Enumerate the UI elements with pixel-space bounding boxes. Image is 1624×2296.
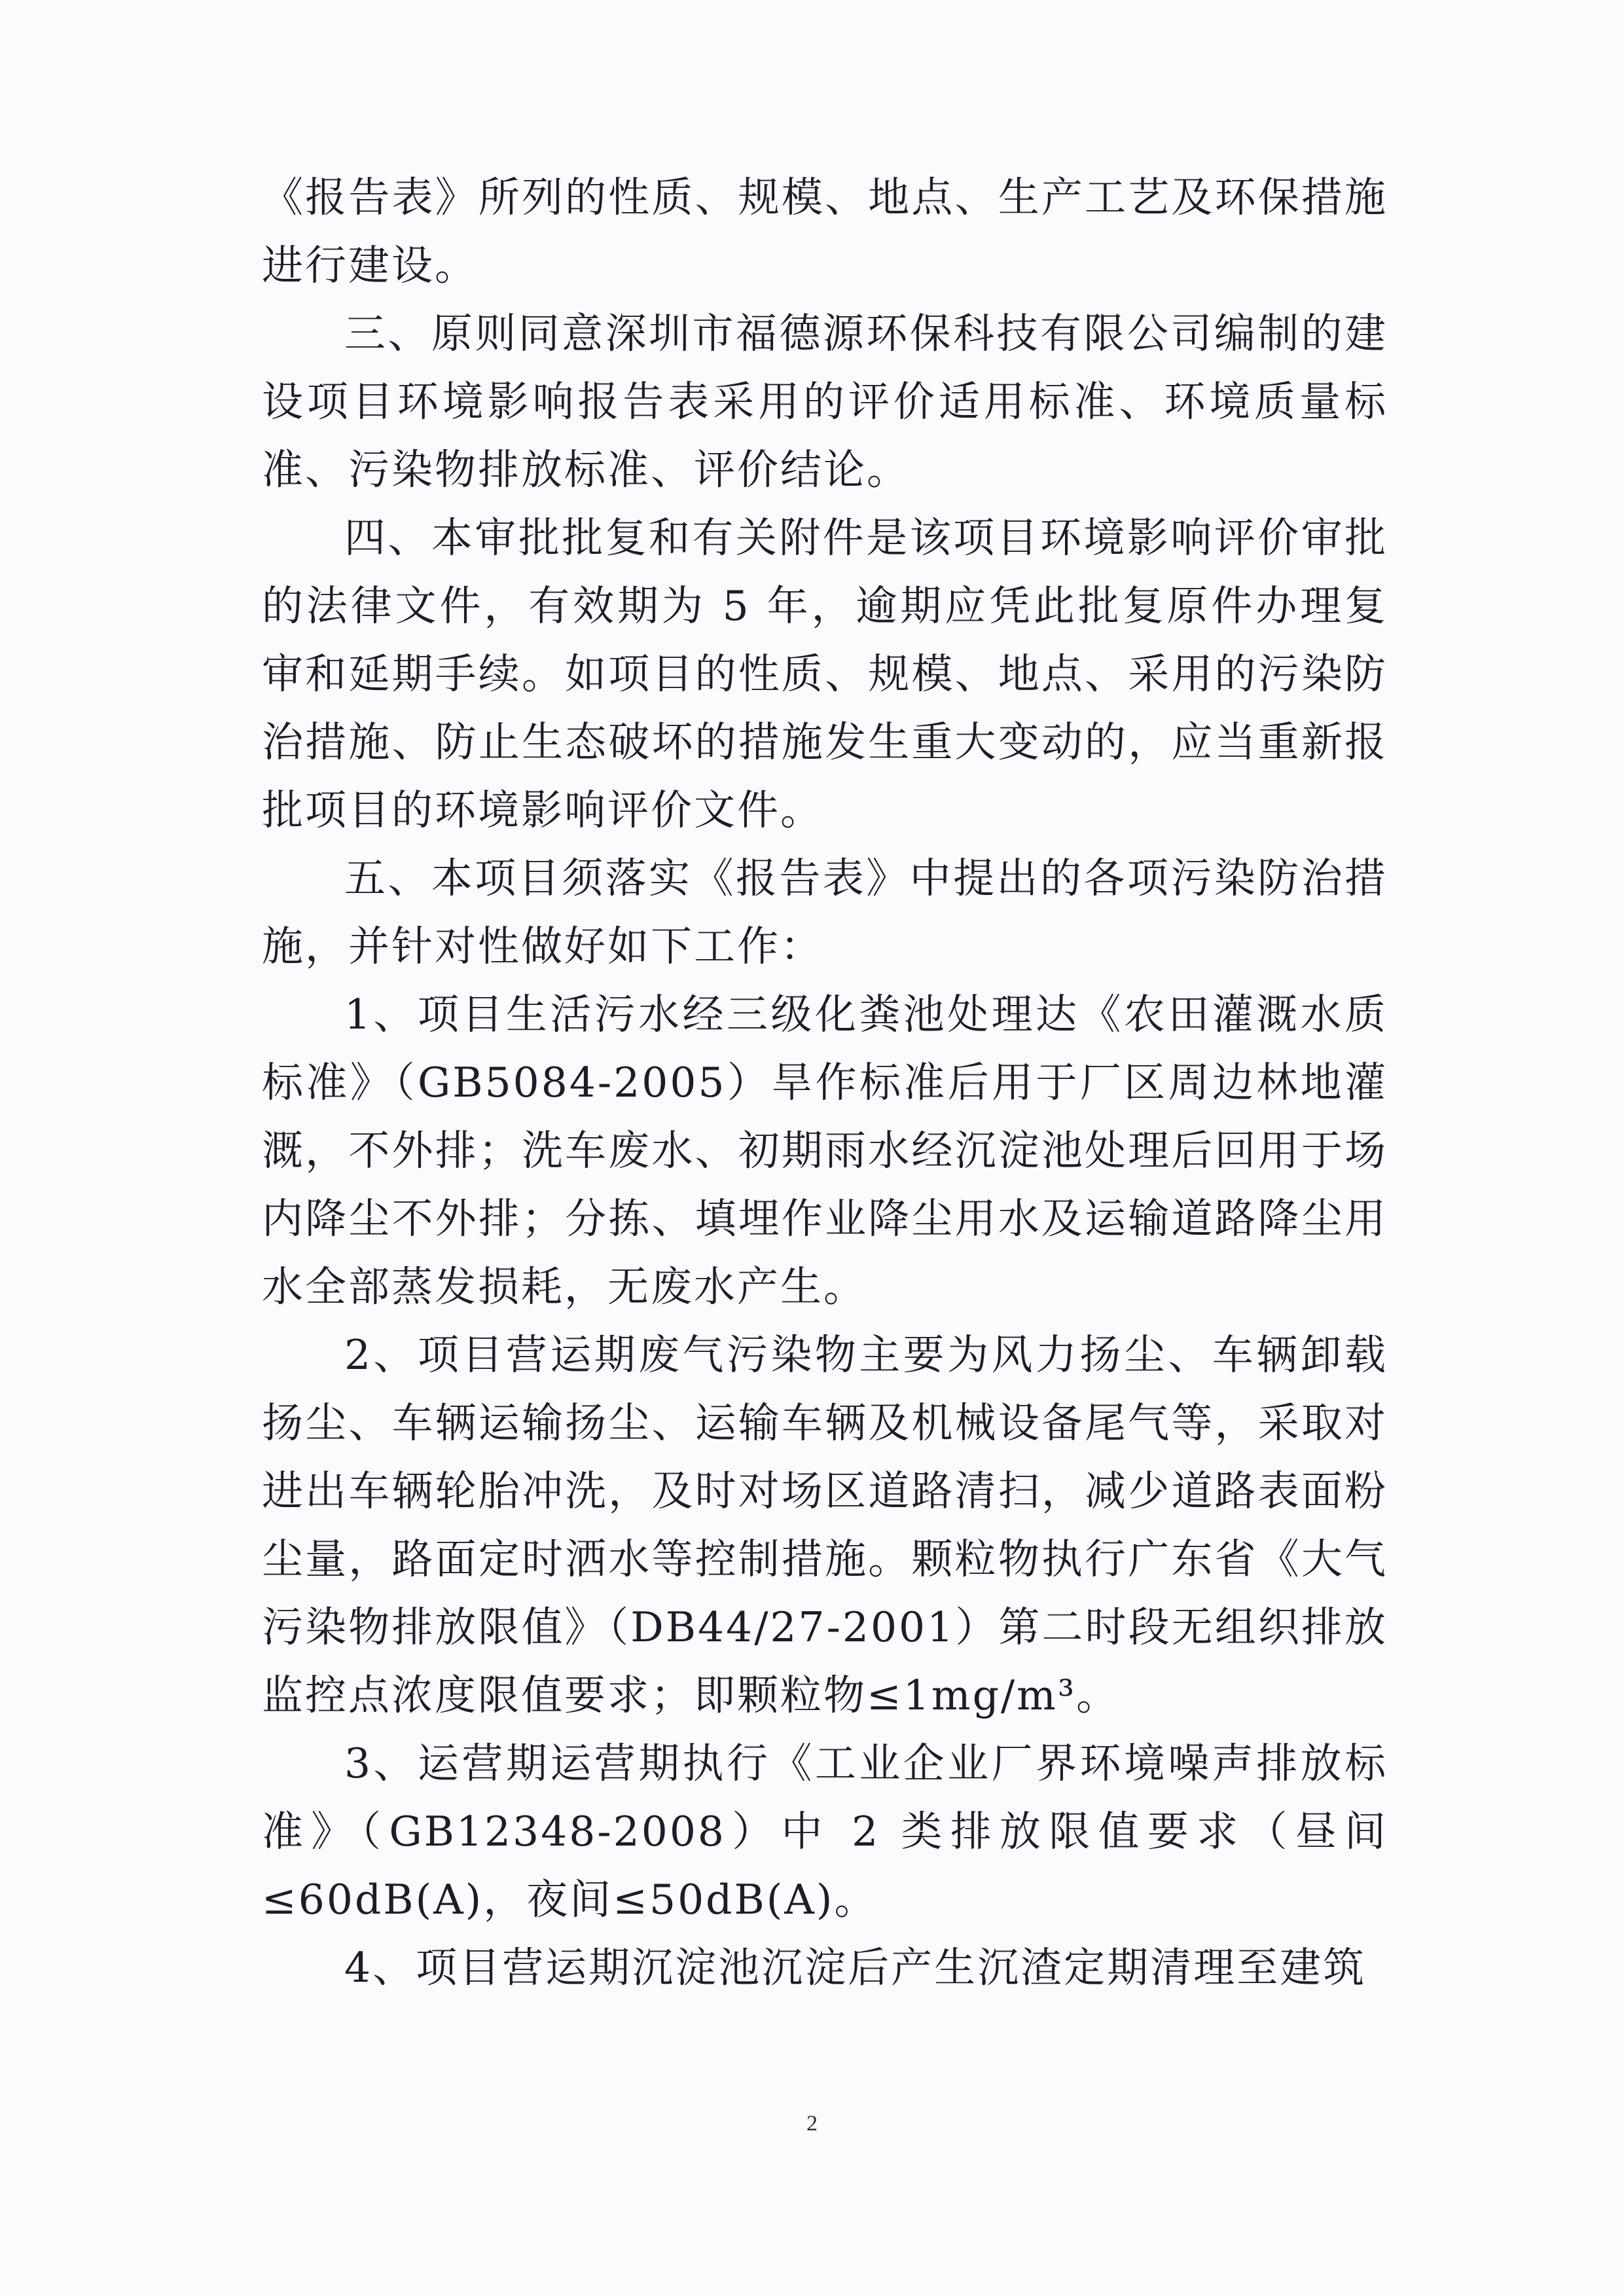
paragraph-section-four: 四、本审批批复和有关附件是该项目环境影响评价审批的法律文件，有效期为 5 年，逾期应凭此批复原件办理复审和延期手续。如项目的性质、规模、地点、采用的污染防治措施、防止生态破坏的措施发生重大变动的，应当重新报批项目的环境影响评价文件。 xyxy=(262,514,1388,834)
page-number: 2 xyxy=(806,2111,818,2136)
paragraph-section-five: 五、本项目须落实《报告表》中提出的各项污染防治措施，并针对性做好如下工作： xyxy=(262,854,1388,970)
paragraph-item-1: 1、项目生活污水经三级化粪池处理达《农田灌溉水质标准》（GB5084-2005）旱作标准后用于厂区周边林地灌溉，不外排；洗车废水、初期雨水经沉淀池处理后回用于场内降尘不外排；分拣、填埋作业降尘用水及运输道路降尘用水全部蒸发损耗，无废水产生。 xyxy=(262,991,1388,1311)
paragraph-item-3: 3、运营期运营期执行《工业企业厂界环境噪声排放标准》（GB12348-2008）中 2 类排放限值要求（昼间≤60dB(A)，夜间≤50dB(A)。 xyxy=(262,1740,1388,1923)
paragraph-item-4: 4、项目营运期沉淀池沉淀后产生沉渣定期清理至建筑 xyxy=(344,1944,1367,1992)
document-body xyxy=(262,164,1388,2002)
paragraph-item-2: 2、项目营运期废气污染物主要为风力扬尘、车辆卸载扬尘、车辆运输扬尘、运输车辆及机械设备尾气等，采取对进出车辆轮胎冲洗，及时对场区道路清扫，减少道路表面粉尘量，路面定时洒水等控制措施。颗粒物执行广东省《大气污染物排放限值》（DB44/27-2001）第二时段无组织排放监控点浓度限值要求；即颗粒物≤1mg/m³。 xyxy=(262,1331,1388,1719)
paragraph-section-three: 三、原则同意深圳市福德源环保科技有限公司编制的建设项目环境影响报告表采用的评价适用标准、环境质量标准、污染物排放标准、评价结论。 xyxy=(262,310,1388,494)
paragraph-continued: 《报告表》所列的性质、规模、地点、生产工艺及环保措施进行建设。 xyxy=(262,173,1388,289)
